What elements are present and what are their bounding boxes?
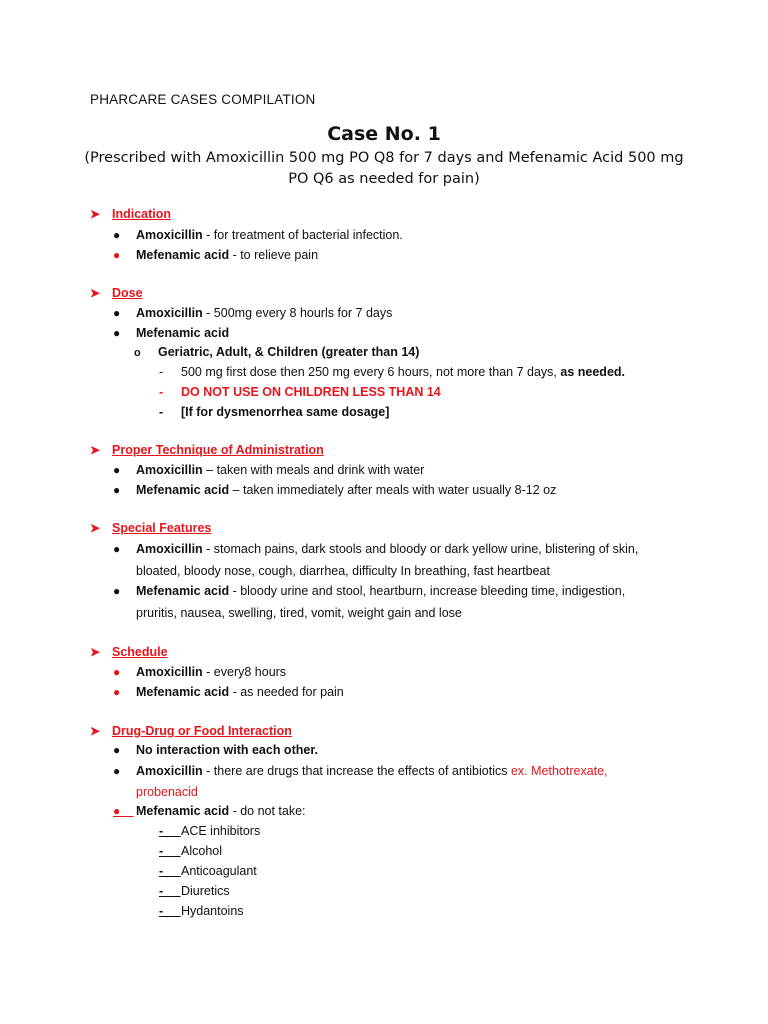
list-item: ● Amoxicillin - stomach pains, dark stools and bloody or dark yellow urine, blistering of skin, bbox=[113, 542, 639, 556]
dash-icon: - bbox=[159, 844, 181, 858]
bullet-icon: ● bbox=[113, 584, 121, 598]
interaction-item: - ACE inhibitors bbox=[159, 824, 261, 838]
bullet-icon: ● bbox=[113, 804, 134, 818]
arrowhead-icon: ➤ bbox=[90, 207, 101, 221]
section-heading: Dose bbox=[112, 286, 143, 300]
section-features bbox=[90, 520, 211, 536]
bullet-icon: ● bbox=[113, 542, 121, 556]
section-indication bbox=[90, 206, 171, 222]
bullet-icon: ● bbox=[113, 665, 121, 679]
dash-icon: - bbox=[159, 385, 164, 399]
arrowhead-icon: ➤ bbox=[90, 521, 101, 535]
arrowhead-icon: ➤ bbox=[90, 645, 101, 659]
list-item: ● Amoxicillin - 500mg every 8 hourls for 7 days bbox=[113, 306, 393, 320]
interaction-item: - Alcohol bbox=[159, 844, 222, 858]
list-item: ● Mefenamic acid bbox=[113, 326, 230, 340]
document-header: PHARCARE CASES COMPILATION bbox=[90, 92, 316, 107]
bullet-icon: ● bbox=[113, 326, 121, 340]
section-heading: Drug-Drug or Food Interaction bbox=[112, 724, 292, 738]
section-heading: Special Features bbox=[112, 521, 212, 535]
list-item-continuation: bloated, bloody nose, cough, diarrhea, difficulty In breathing, fast heartbeat bbox=[136, 564, 550, 578]
dash-icon: - bbox=[159, 824, 181, 838]
bullet-icon: ● bbox=[113, 743, 121, 757]
dose-note: - [If for dysmenorrhea same dosage] bbox=[159, 405, 390, 419]
list-item: ● Mefenamic acid - bloody urine and stool, heartburn, increase bleeding time, indigestion, bbox=[113, 584, 626, 598]
dash-icon: - bbox=[159, 405, 164, 419]
circle-bullet-icon: o bbox=[134, 347, 141, 359]
section-heading: Indication bbox=[112, 207, 172, 221]
section-schedule bbox=[90, 644, 168, 660]
list-item: ● Mefenamic acid - as needed for pain bbox=[113, 685, 344, 699]
section-heading: Schedule bbox=[112, 645, 168, 659]
interaction-item: - Anticoagulant bbox=[159, 864, 257, 878]
bullet-icon: ● bbox=[113, 685, 121, 699]
arrowhead-icon: ➤ bbox=[90, 724, 101, 738]
section-dose bbox=[90, 285, 143, 301]
bullet-icon: ● bbox=[113, 248, 121, 262]
dose-line: - 500 mg first dose then 250 mg every 6 hours, not more than 7 days, as needed. bbox=[159, 365, 626, 379]
section-technique bbox=[90, 442, 324, 458]
arrowhead-icon: ➤ bbox=[90, 443, 101, 457]
list-item: ● Mefenamic acid - to relieve pain bbox=[113, 248, 319, 262]
section-interaction bbox=[90, 723, 292, 739]
list-item: ● Mefenamic acid – taken immediately after meals with water usually 8-12 oz bbox=[113, 483, 557, 497]
interaction-item: - Diuretics bbox=[159, 884, 230, 898]
dash-icon: - bbox=[159, 884, 181, 898]
list-item-continuation: probenacid bbox=[136, 785, 198, 799]
dash-icon: - bbox=[159, 864, 181, 878]
dose-warning: - DO NOT USE ON CHILDREN LESS THAN 14 bbox=[159, 385, 441, 399]
list-item: ● Amoxicillin - there are drugs that increase the effects of antibiotics ex. Methotrexate, bbox=[113, 764, 608, 778]
sub-list-item: o Geriatric, Adult, & Children (greater than 14) bbox=[134, 345, 420, 359]
bullet-icon: ● bbox=[113, 228, 121, 242]
section-heading: Proper Technique of Administration bbox=[112, 443, 324, 457]
dash-icon: - bbox=[159, 904, 181, 918]
bullet-icon: ● bbox=[113, 463, 121, 477]
case-title: Case No. 1 bbox=[327, 123, 441, 145]
bullet-icon: ● bbox=[113, 764, 121, 778]
case-subtitle: (Prescribed with Amoxicillin 500 mg PO Q8 for 7 days and Mefenamic Acid 500 mg PO Q6 as needed for pain) bbox=[84, 150, 684, 187]
arrowhead-icon: ➤ bbox=[90, 286, 101, 300]
bullet-icon: ● bbox=[113, 306, 121, 320]
list-item-continuation: pruritis, nausea, swelling, tired, vomit, weight gain and lose bbox=[136, 606, 462, 620]
interaction-item: - Hydantoins bbox=[159, 904, 244, 918]
list-item: ● Amoxicillin – taken with meals and drink with water bbox=[113, 463, 425, 477]
list-item: ● Amoxicillin - for treatment of bacterial infection. bbox=[113, 228, 403, 242]
list-item: ● Amoxicillin - every8 hours bbox=[113, 665, 287, 679]
bullet-icon: ● bbox=[113, 483, 121, 497]
list-item: ● Mefenamic acid - do not take: bbox=[113, 804, 306, 818]
dash-icon: - bbox=[159, 365, 164, 379]
list-item: ● No interaction with each other. bbox=[113, 743, 318, 757]
